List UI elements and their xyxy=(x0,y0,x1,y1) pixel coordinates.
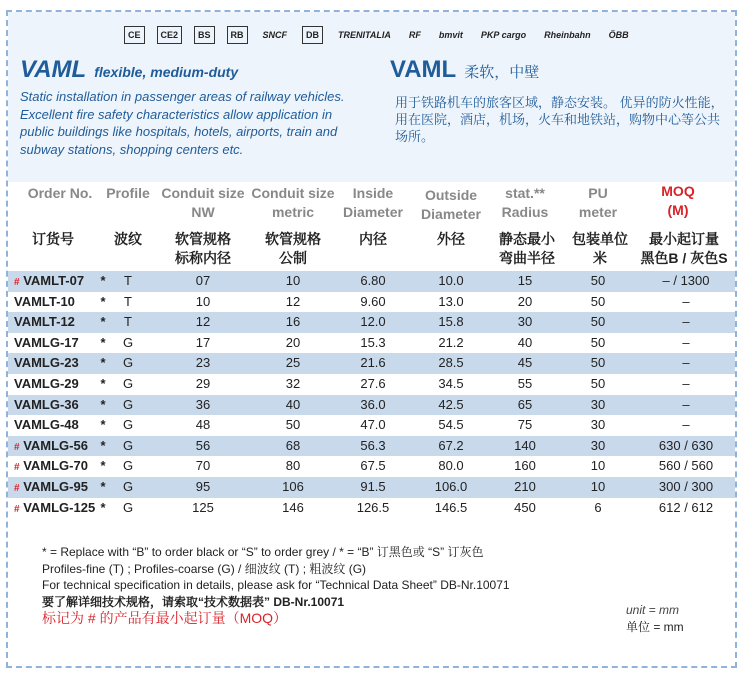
unit-legend xyxy=(626,602,684,636)
cell-profile: G xyxy=(122,417,134,433)
header-profile: Profile xyxy=(106,185,150,201)
table-row xyxy=(8,498,735,519)
cell-metric: 146 xyxy=(282,499,304,515)
order-code: VAMLG-23 xyxy=(14,355,79,371)
cell-order-no xyxy=(14,273,84,288)
bs-logo: BS xyxy=(194,26,215,44)
cell-order-no xyxy=(14,397,79,412)
cell-moq: – xyxy=(682,314,690,330)
note-tech-spec-en: For technical specification in details, please ask for “Technical Data Sheet” DB-Nr.10071 xyxy=(42,578,510,592)
cell-pu: 50 xyxy=(590,293,606,309)
cell-nw: 12 xyxy=(195,314,211,330)
cell-moq: – xyxy=(682,355,690,371)
cell-radius: 160 xyxy=(514,458,536,474)
table-row xyxy=(8,395,735,416)
color-placeholder-star: * xyxy=(100,458,106,474)
cell-moq: – xyxy=(682,375,690,391)
header-outside-diameter: Outside Diameter xyxy=(421,187,481,222)
header-zh-conduit-nw: 软管规格 标称内径 xyxy=(175,231,231,266)
cell-radius: 20 xyxy=(517,293,533,309)
table-row xyxy=(8,312,735,333)
cell-metric: 50 xyxy=(285,417,301,433)
rf-logo: RF xyxy=(408,30,421,40)
cell-radius: 65 xyxy=(517,396,533,412)
header-moq: MOQ (M) xyxy=(661,183,695,218)
cell-metric: 80 xyxy=(285,458,301,474)
cell-outside-diameter: 42.5 xyxy=(438,396,464,412)
rb-logo: RB xyxy=(227,26,248,44)
footnotes xyxy=(42,544,510,627)
order-code: VAMLG-70 xyxy=(23,458,88,474)
header-order-no: Order No. xyxy=(27,185,93,201)
cell-radius: 55 xyxy=(517,375,533,391)
moq-marker: # xyxy=(14,441,20,453)
cell-nw: 95 xyxy=(195,478,211,494)
cell-order-no xyxy=(14,479,88,494)
cell-radius: 30 xyxy=(517,314,533,330)
cell-metric: 20 xyxy=(285,334,301,350)
order-code: VAMLT-12 xyxy=(14,314,75,330)
cell-order-no xyxy=(14,294,75,309)
cell-inside-diameter: 9.60 xyxy=(360,293,386,309)
color-placeholder-star: * xyxy=(100,437,106,453)
description-en: Static installation in passenger areas of railway vehicles. Excellent fire safety characteristics allow application in public buildings like hospitals, hotels, airports, train and subway stations, shopping centers etc. xyxy=(20,89,345,157)
header-zh-radius: 静态最小 弯曲半径 xyxy=(499,231,555,266)
note-tech-spec-zh: 要了解详细技术规格，请索取“技术数据表” DB-Nr.10071 xyxy=(42,594,345,609)
cell-profile: G xyxy=(122,334,134,350)
cell-nw: 10 xyxy=(195,293,211,309)
moq-marker: # xyxy=(14,482,20,494)
cell-order-no xyxy=(14,376,79,391)
cell-pu: 50 xyxy=(590,355,606,371)
cell-profile: G xyxy=(122,499,134,515)
cell-moq: 560 / 560 xyxy=(658,458,714,474)
header-zh-inside-diameter: 内径 xyxy=(359,231,387,247)
cell-metric: 68 xyxy=(285,437,301,453)
table-row xyxy=(8,271,735,292)
note-profiles: Profiles-fine (T) ; Profiles-coarse (G) / 细波纹 (T) ; 粗波纹 (G) xyxy=(42,561,367,576)
color-placeholder-star: * xyxy=(100,314,106,330)
cell-radius: 210 xyxy=(514,478,536,494)
cell-order-no xyxy=(14,355,79,370)
bmvit-logo: bmvit xyxy=(438,30,463,40)
note-color-code: * = Replace with “B” to order black or “S” to order grey / * = “B” 订黑色或 “S” 订灰色 xyxy=(42,545,484,559)
moq-marker: # xyxy=(14,277,20,288)
cell-pu: 30 xyxy=(590,396,606,412)
cell-profile: T xyxy=(124,314,132,330)
cell-pu: 10 xyxy=(590,458,606,474)
header-zh-conduit-metric: 软管规格 公制 xyxy=(265,231,321,266)
cell-outside-diameter: 10.0 xyxy=(438,273,464,288)
header-zh-order-no: 订货号 xyxy=(32,231,74,247)
color-placeholder-star: * xyxy=(100,293,106,309)
cell-inside-diameter: 47.0 xyxy=(360,417,386,433)
header-zh-moq: 最小起订量 黑色B / 灰色S xyxy=(640,231,728,266)
cell-nw: 23 xyxy=(195,355,211,371)
moq-marker: # xyxy=(14,462,20,474)
table-row xyxy=(8,353,735,374)
cell-moq: – / 1300 xyxy=(662,273,710,288)
color-placeholder-star: * xyxy=(100,355,106,371)
cell-radius: 45 xyxy=(517,355,533,371)
color-placeholder-star: * xyxy=(100,334,106,350)
cell-outside-diameter: 21.2 xyxy=(438,334,464,350)
order-code: VAMLG-48 xyxy=(14,417,79,433)
color-placeholder-star: * xyxy=(100,499,106,515)
header-conduit-metric: Conduit size metric xyxy=(251,185,335,220)
cell-profile: T xyxy=(124,293,132,309)
cell-moq: 300 / 300 xyxy=(658,478,714,494)
cell-outside-diameter: 15.8 xyxy=(438,314,464,330)
cell-radius: 450 xyxy=(514,499,536,515)
unit-zh: 单位 = mm xyxy=(626,620,684,634)
cell-pu: 50 xyxy=(590,273,606,288)
order-code: VAMLG-17 xyxy=(14,334,79,350)
table-row xyxy=(8,374,735,395)
table-row xyxy=(8,333,735,354)
cell-profile: G xyxy=(122,396,134,412)
cell-outside-diameter: 28.5 xyxy=(438,355,464,371)
cell-inside-diameter: 56.3 xyxy=(360,437,386,453)
color-placeholder-star: * xyxy=(100,417,106,433)
cell-inside-diameter: 27.6 xyxy=(360,375,386,391)
cell-moq: – xyxy=(682,293,690,309)
cell-moq: 612 / 612 xyxy=(658,499,714,515)
cell-pu: 10 xyxy=(590,478,606,494)
cell-inside-diameter: 126.5 xyxy=(356,499,390,515)
cell-nw: 07 xyxy=(195,273,211,288)
cell-outside-diameter: 146.5 xyxy=(434,499,468,515)
cell-outside-diameter: 80.0 xyxy=(438,458,464,474)
cell-order-no xyxy=(14,417,79,432)
cell-metric: 16 xyxy=(285,314,301,330)
header-inside-diameter: Inside Diameter xyxy=(343,185,403,220)
cell-moq: – xyxy=(682,334,690,350)
pkp-cargo-logo: PKP cargo xyxy=(480,30,527,40)
color-placeholder-star: * xyxy=(100,375,106,391)
header-conduit-nw: Conduit size NW xyxy=(161,185,245,220)
header-radius: stat.** Radius xyxy=(501,185,549,220)
ce2-logo: CE2 xyxy=(157,26,183,44)
cell-radius: 40 xyxy=(517,334,533,350)
cell-nw: 29 xyxy=(195,375,211,391)
cell-order-no xyxy=(14,314,75,329)
cell-pu: 50 xyxy=(590,314,606,330)
certification-logos xyxy=(124,26,632,44)
cell-inside-diameter: 21.6 xyxy=(360,355,386,371)
color-placeholder-star: * xyxy=(100,478,106,494)
sncf-logo: SNCF xyxy=(262,30,288,40)
product-name-zh: VAML xyxy=(390,56,457,83)
cell-order-no xyxy=(14,458,88,473)
title-zh xyxy=(390,56,539,84)
cell-pu: 50 xyxy=(590,375,606,391)
header-zh-profile: 波纹 xyxy=(114,231,142,247)
ce-logo: CE xyxy=(124,26,145,44)
spec-sheet xyxy=(6,10,737,668)
cell-nw: 36 xyxy=(195,396,211,412)
cell-metric: 32 xyxy=(285,375,301,391)
note-moq: 标记为 # 的产品有最小起订量（MOQ） xyxy=(42,610,288,626)
table-row xyxy=(8,292,735,313)
order-code: VAMLG-95 xyxy=(23,478,88,494)
db-logo: DB xyxy=(302,26,323,44)
table-row xyxy=(8,477,735,498)
cell-pu: 50 xyxy=(590,334,606,350)
cell-outside-diameter: 13.0 xyxy=(438,293,464,309)
unit-en: unit = mm xyxy=(626,603,680,617)
cell-outside-diameter: 106.0 xyxy=(434,478,468,494)
order-code: VAMLG-56 xyxy=(23,437,88,453)
cell-radius: 140 xyxy=(514,437,536,453)
cell-moq: – xyxy=(682,396,690,412)
header-zh-outside-diameter: 外径 xyxy=(437,231,465,247)
color-placeholder-star: * xyxy=(100,396,106,412)
order-code: VAMLT-10 xyxy=(14,293,75,309)
cell-inside-diameter: 91.5 xyxy=(360,478,386,494)
product-subtitle-en: flexible, medium-duty xyxy=(94,64,239,80)
cell-nw: 125 xyxy=(192,499,214,515)
cell-outside-diameter: 34.5 xyxy=(438,375,464,391)
cell-inside-diameter: 15.3 xyxy=(360,334,386,350)
cell-pu: 30 xyxy=(590,437,606,453)
data-table xyxy=(8,271,735,518)
cell-metric: 106 xyxy=(282,478,304,494)
header-pu: PU meter xyxy=(578,185,618,220)
cell-pu: 30 xyxy=(590,417,606,433)
order-code: VAMLG-29 xyxy=(14,375,79,391)
cell-metric: 25 xyxy=(285,355,301,371)
obb-logo: ÖBB xyxy=(608,30,629,40)
order-code: VAMLG-125 xyxy=(23,499,96,515)
cell-inside-diameter: 67.5 xyxy=(360,458,386,474)
order-code: VAMLT-07 xyxy=(23,273,85,288)
cell-metric: 10 xyxy=(285,273,301,288)
cell-inside-diameter: 36.0 xyxy=(360,396,386,412)
table-row xyxy=(8,415,735,436)
cell-nw: 70 xyxy=(195,458,211,474)
cell-radius: 15 xyxy=(517,273,533,288)
cell-outside-diameter: 54.5 xyxy=(438,417,464,433)
header-zh-pu: 包装单位 米 xyxy=(572,231,628,266)
product-name-en: VAML xyxy=(20,56,87,83)
cell-order-no xyxy=(14,335,79,350)
cell-moq: 630 / 630 xyxy=(658,437,714,453)
cell-inside-diameter: 6.80 xyxy=(360,273,386,288)
cell-moq: – xyxy=(682,417,690,433)
cell-profile: G xyxy=(122,437,134,453)
cell-profile: G xyxy=(122,458,134,474)
cell-profile: G xyxy=(122,375,134,391)
cell-metric: 40 xyxy=(285,396,301,412)
table-row xyxy=(8,456,735,477)
description-zh: 用于铁路机车的旅客区域，静态安装。 优异的防火性能，用在医院，酒店，机场，火车和地铁站，购物中心等公共场所。 xyxy=(395,95,724,144)
cell-profile: G xyxy=(122,355,134,371)
cell-pu: 6 xyxy=(594,499,602,515)
cell-inside-diameter: 12.0 xyxy=(360,314,386,330)
product-subtitle-zh: 柔软，中壁 xyxy=(464,64,540,81)
cell-profile: G xyxy=(122,478,134,494)
trenitalia-logo: TRENITALIA xyxy=(338,30,391,40)
title-en xyxy=(20,56,238,84)
cell-nw: 56 xyxy=(195,437,211,453)
cell-nw: 48 xyxy=(195,417,211,433)
rheinbahn-logo: Rheinbahn xyxy=(544,30,591,40)
cell-profile: T xyxy=(124,273,132,288)
cell-radius: 75 xyxy=(517,417,533,433)
cell-metric: 12 xyxy=(285,293,301,309)
cell-order-no xyxy=(14,500,95,515)
table-row xyxy=(8,436,735,457)
color-placeholder-star: * xyxy=(100,273,106,288)
cell-nw: 17 xyxy=(195,334,211,350)
moq-marker: # xyxy=(14,503,20,515)
cell-outside-diameter: 67.2 xyxy=(438,437,464,453)
cell-order-no xyxy=(14,438,88,453)
order-code: VAMLG-36 xyxy=(14,396,79,412)
